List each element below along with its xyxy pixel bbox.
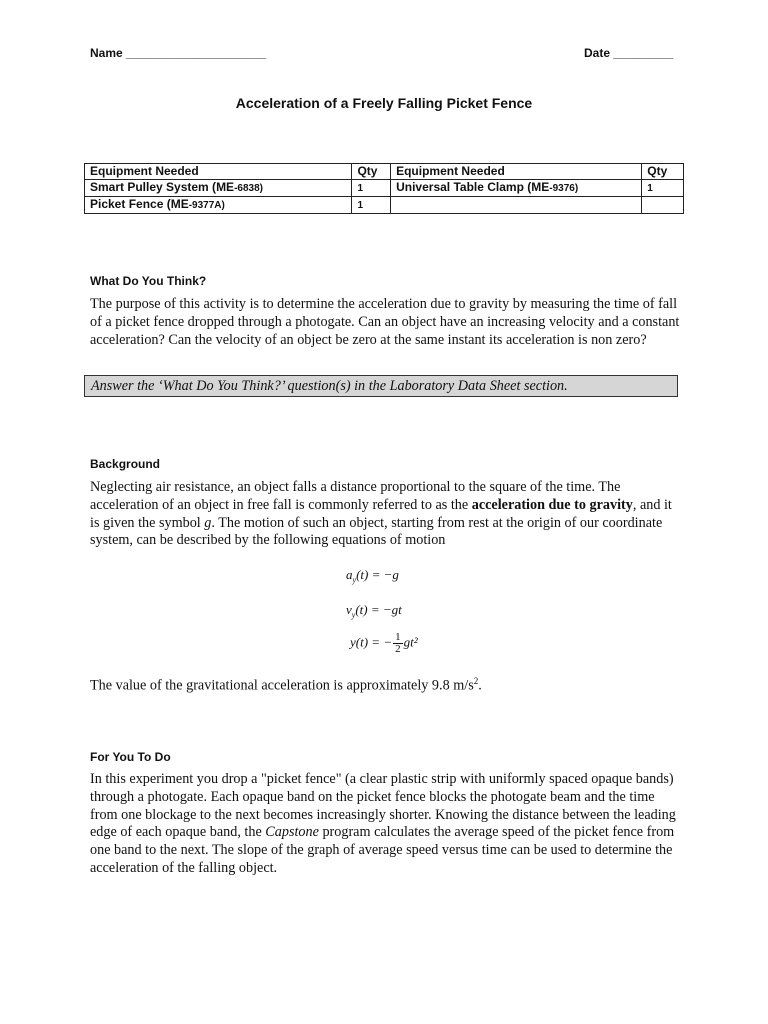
document-title: Acceleration of a Freely Falling Picket Fence xyxy=(235,95,533,111)
equipment-cell: Picket Fence (ME-9377A) xyxy=(85,197,352,214)
table-header-row xyxy=(85,164,684,180)
header-qty-left: Qty xyxy=(352,164,391,180)
equipment-cell: Smart Pulley System (ME-6838) xyxy=(85,180,352,197)
what-do-you-think-paragraph: The purpose of this activity is to determine the acceleration due to gravity by measuring the time of fall of a picket fence dropped through a photogate. Can an object have an increasing velocity and a constant acceleration? Can the velocity of an object be zero at the same instant its acceleration is non zero? xyxy=(90,296,680,348)
what-do-you-think-heading: What Do You Think? xyxy=(90,274,207,288)
gravity-value-text: The value of the gravitational acceleration is approximately 9.8 $m/s^2$. xyxy=(90,676,482,694)
date-field-line: Date _________ xyxy=(584,46,674,60)
background-heading: Background xyxy=(90,457,161,471)
for-you-to-do-heading: For You To Do xyxy=(90,750,171,764)
qty-cell: 1 xyxy=(642,180,684,197)
header-equipment-left: Equipment Needed xyxy=(85,164,352,180)
qty-cell xyxy=(642,197,684,214)
background-paragraph: Neglecting air resistance, an object falls a distance proportional to the square of the time. The acceleration of an object in free fall is commonly referred to as the acceleration due to gravity, and it is given the symbol g. The motion of such an object, starting from rest at the origin of our coordinate system, can be described by the following equations of motion xyxy=(90,479,672,549)
answer-note-box: Answer the ‘What Do You Think?’ question(s) in the Laboratory Data Sheet section. xyxy=(84,375,678,397)
header-equipment-right: Equipment Needed xyxy=(391,164,642,180)
table-row xyxy=(85,197,684,214)
equipment-table xyxy=(84,163,684,214)
table-row xyxy=(85,180,684,197)
fraction: $\frac{1}{2}$ xyxy=(395,631,401,655)
equipment-cell xyxy=(391,197,642,214)
for-you-to-do-paragraph: In this experiment you drop a "picket fence" (a clear plastic strip with uniformly spaced opaque bands) through a photogate. Each opaque band on the picket fence blocks the photogate beam and the time from one blockage to the next becomes increasingly shorter. Knowing the distance between the leading edge of each opaque band, the Capstone program calculates the average speed of the picket fence from one band to the next. The slope of the graph of average speed versus time can be used to determine the acceleration of the falling object. xyxy=(90,771,676,876)
qty-cell: 1 xyxy=(352,180,391,197)
header-qty-right: Qty xyxy=(642,164,684,180)
equation-position: y(t) = − $\frac{1}{2}$ gt² xyxy=(350,631,418,655)
equation-velocity: $v_y(t) = -gt$ xyxy=(346,602,402,620)
equipment-cell: Universal Table Clamp (ME-9376) xyxy=(391,180,642,197)
qty-cell: 1 xyxy=(352,197,391,214)
name-field-line: Name _____________________ xyxy=(90,46,267,60)
bold-term: acceleration due to gravity xyxy=(471,496,633,513)
equation-acceleration: $a_y(t) = -g$ xyxy=(346,567,399,585)
